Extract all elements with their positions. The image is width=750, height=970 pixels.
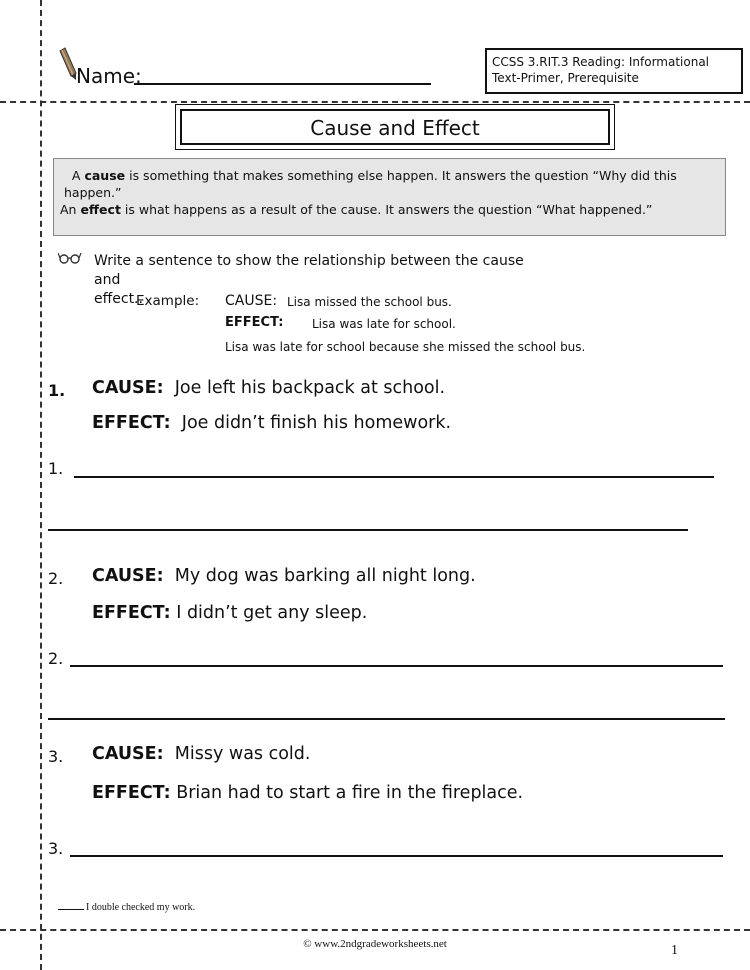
effect-label: EFFECT: [92,603,171,623]
question-effect [92,413,451,433]
answer-line[interactable] [48,718,725,720]
cause-definition [60,167,719,184]
instructions-line1: Write a sentence to show the relationship between the cause and [94,253,524,288]
standard-line-2: Text-Primer, Prerequisite [492,71,639,85]
example-sentence: Lisa was late for school because she missed the school bus. [225,340,586,354]
question-cause [92,744,310,764]
effect-definition [60,201,719,218]
cause-definition-text: is something that makes something else happen. It answers the question “Why did this [125,168,677,183]
cause-label: CAUSE: [92,378,164,398]
example-cause-text: Lisa missed the school bus. [287,295,452,309]
effect-definition-text: is what happens as a result of the cause. It answers the question “What happened.” [120,202,653,217]
effect-text: Joe didn’t finish his homework. [181,413,452,433]
effect-text: Brian had to start a fire in the fireplace. [176,783,524,803]
answer-line[interactable] [48,529,688,531]
answer-number: 3. [48,839,64,858]
definition-box [53,158,726,236]
example-label: Example: [136,293,200,309]
question-cause [92,566,476,586]
cause-text: My dog was barking all night long. [174,566,476,586]
answer-number: 2. [48,649,64,668]
title-box [175,104,615,150]
example-cause-label: CAUSE: [225,293,278,309]
page-title: Cause and Effect [180,109,610,145]
answer-number: 1. [48,459,64,478]
cause-definition-line2 [60,184,719,201]
self-check [58,902,195,913]
answer-line[interactable] [74,476,714,478]
example-effect-label: EFFECT: [225,315,284,330]
question-cause [92,378,445,398]
example-effect-text: Lisa was late for school. [312,317,456,331]
self-check-text: I double checked my work. [86,902,196,913]
cause-label: CAUSE: [92,566,164,586]
answer-line[interactable] [70,665,723,667]
effect-label: EFFECT: [92,413,171,433]
standard-line-1: CCSS 3.RIT.3 Reading: Informational [492,55,710,69]
self-check-blank[interactable] [58,909,84,910]
top-dashed-line [0,101,750,103]
bottom-dashed-line [0,929,750,931]
question-effect [92,603,367,623]
effect-term: effect [80,202,121,217]
standard-box [485,48,743,94]
website-footer: © www.2ndgradeworksheets.net [303,938,447,950]
question-number: 2. [48,569,64,588]
name-label: Name: [76,64,142,88]
cause-definition-line2-text: happen.” [63,185,122,200]
effect-label: EFFECT: [92,783,171,803]
question-effect [92,783,523,803]
glasses-icon [58,250,82,264]
cause-text: Joe left his backpack at school. [174,378,446,398]
left-margin-dashed-line [40,0,42,970]
answer-line[interactable] [70,855,723,857]
name-field[interactable] [134,83,431,85]
effect-text: I didn’t get any sleep. [176,603,368,623]
page-number: 1 [671,943,678,958]
question-number: 1. [48,381,66,400]
cause-term: cause [84,168,126,183]
cause-label: CAUSE: [92,744,164,764]
instructions-line2: effect.. [94,291,143,307]
cause-prefix: A [71,168,85,183]
question-number: 3. [48,747,64,766]
effect-prefix: An [60,202,81,217]
cause-text: Missy was cold. [174,744,311,764]
